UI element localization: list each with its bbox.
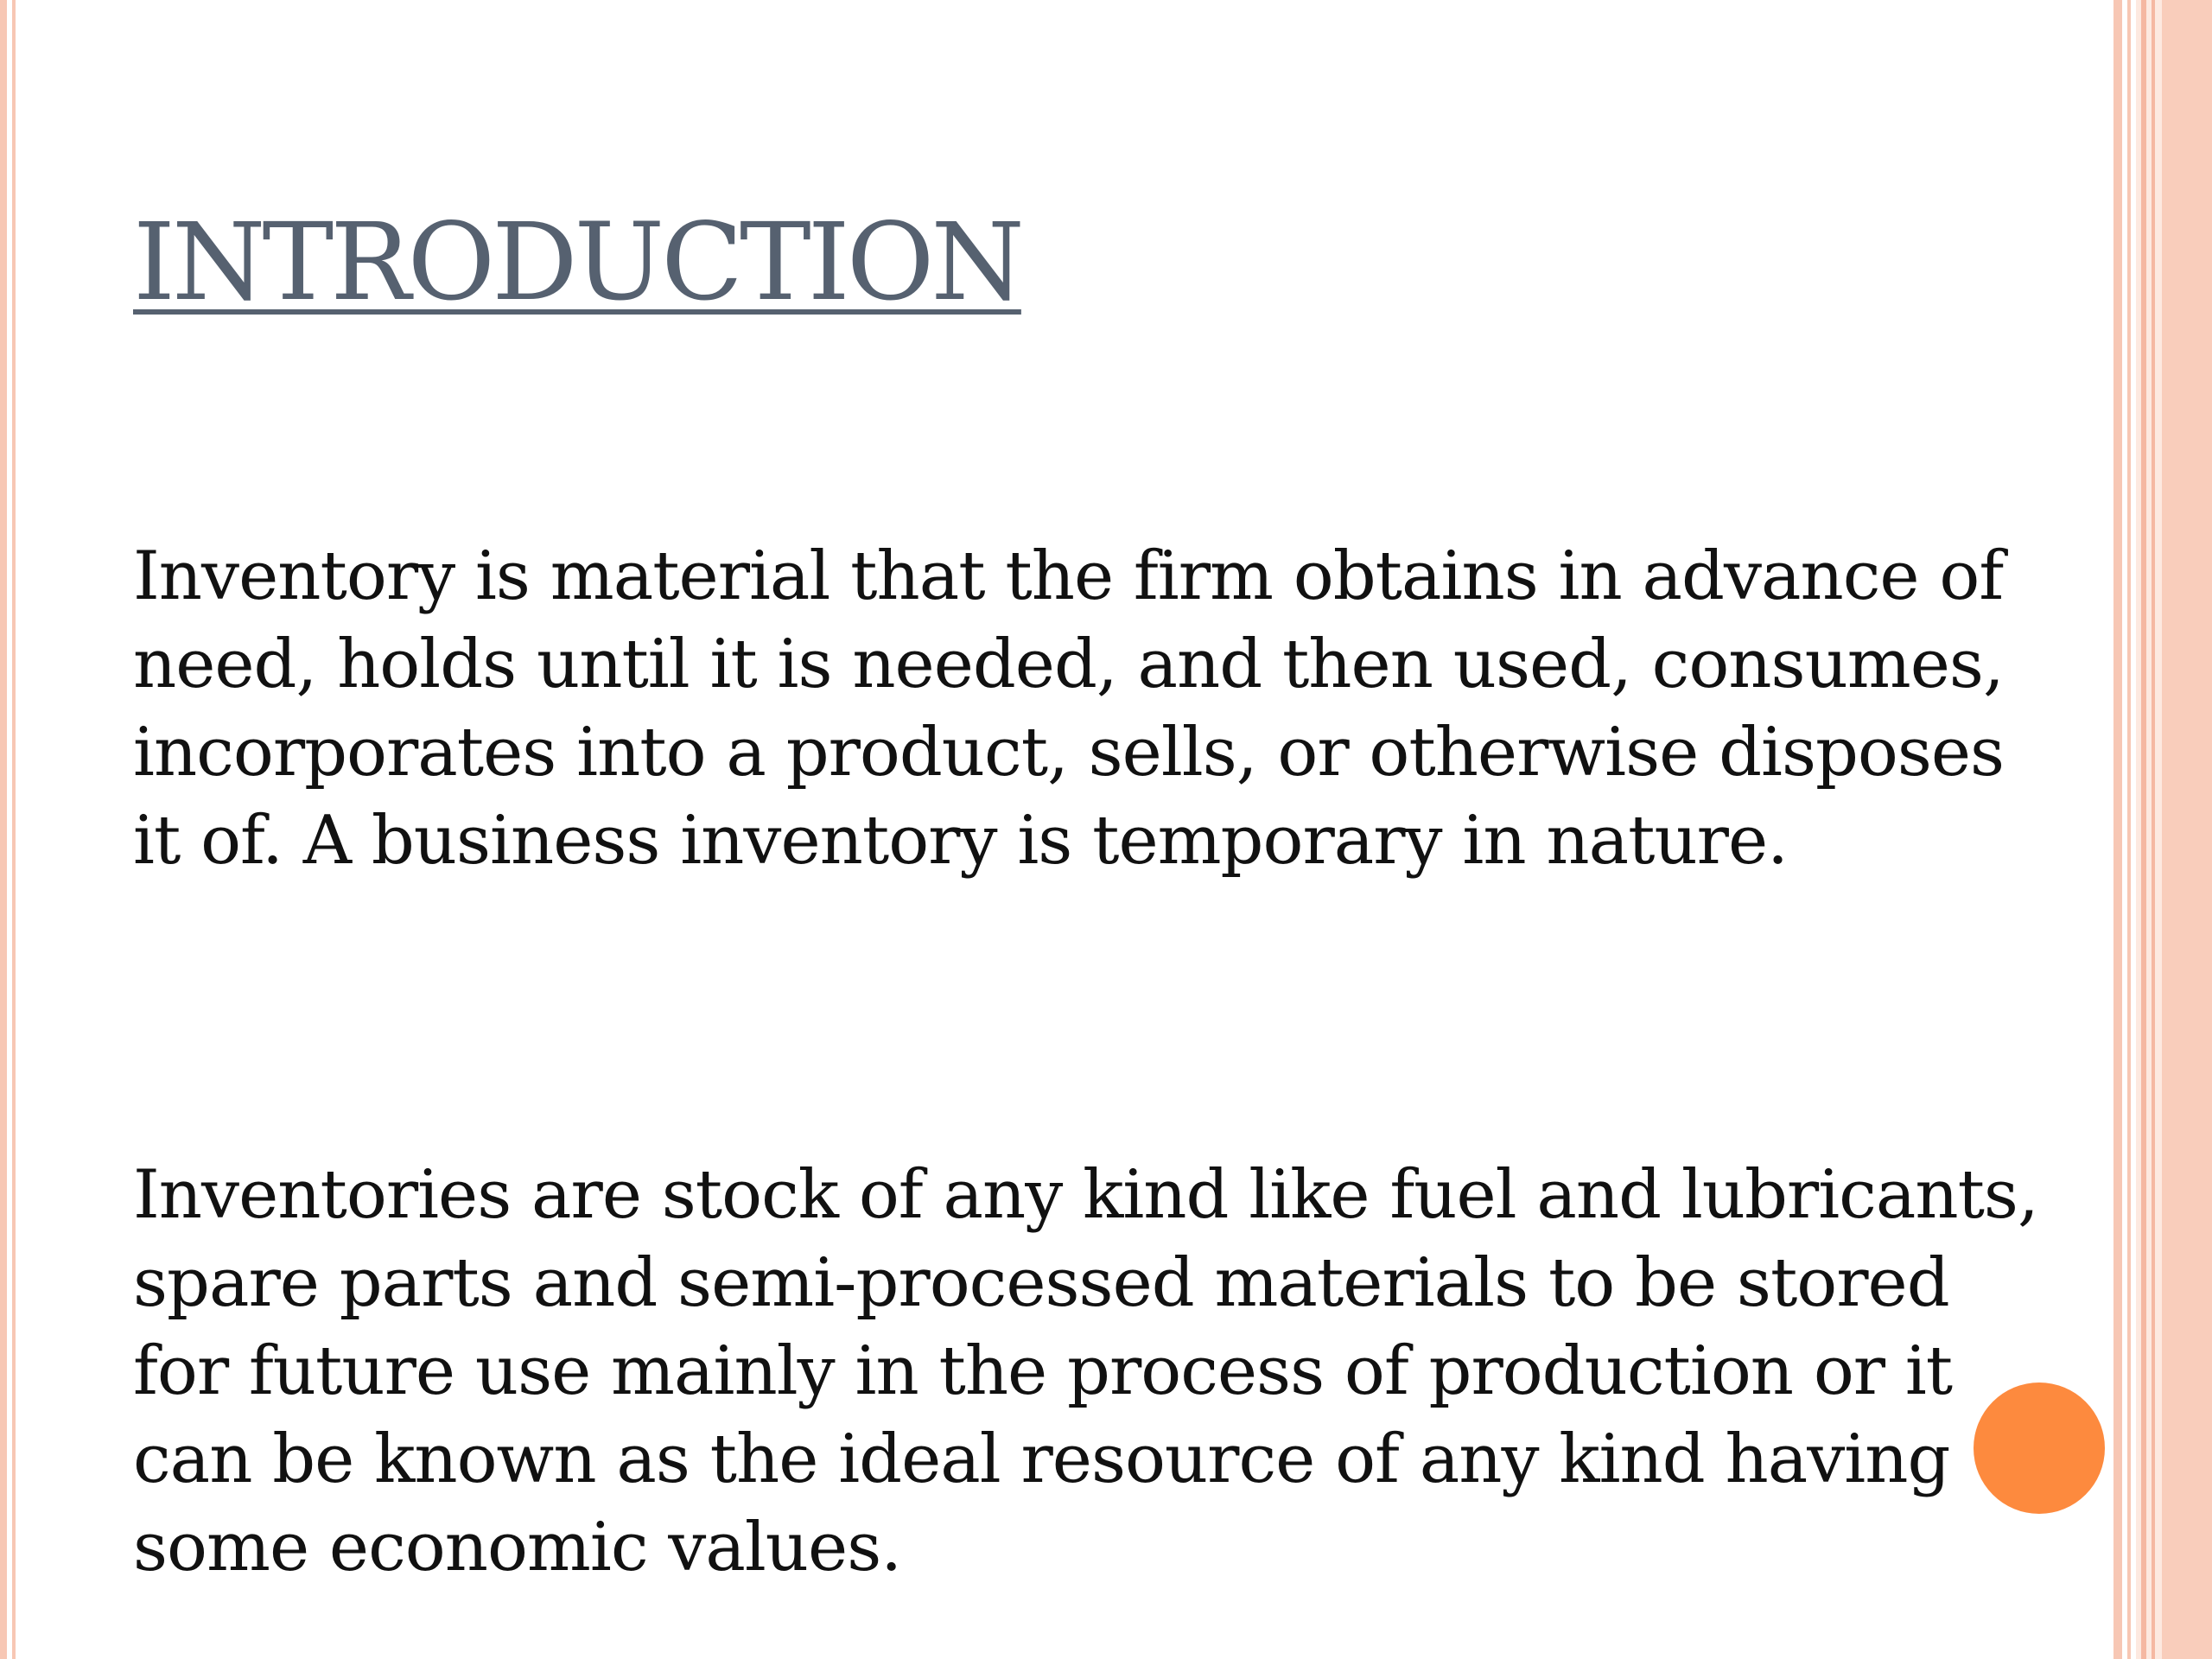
left-border-stripe <box>0 0 7 1659</box>
right-border-band <box>2162 0 2212 1659</box>
decorative-orange-circle <box>1974 1382 2105 1514</box>
left-border-stripe-thin <box>12 0 16 1659</box>
right-border-stripe-inner <box>2141 0 2146 1659</box>
right-border-stripe <box>2113 0 2122 1659</box>
paragraph-inventory-definition: Inventory is material that the firm obtains in advance of need, holds until it is needed, and then used, consumes, incorporates into a product, sells, or otherwise disposes it of. A business inventory is temporary in nature. <box>133 537 2005 880</box>
right-border-stripe-inner-thin <box>2152 0 2155 1659</box>
right-border-stripe-thin <box>2127 0 2131 1659</box>
paragraph-inventories-stock: Inventories are stock of any kind like fuel and lubricants, spare parts and semi-processed materials to be stored for future use mainly in the process of production or it can be known as the ideal resource of any kind having some economic values. <box>133 1156 2038 1586</box>
slide-title: INTRODUCTION <box>133 200 1021 325</box>
